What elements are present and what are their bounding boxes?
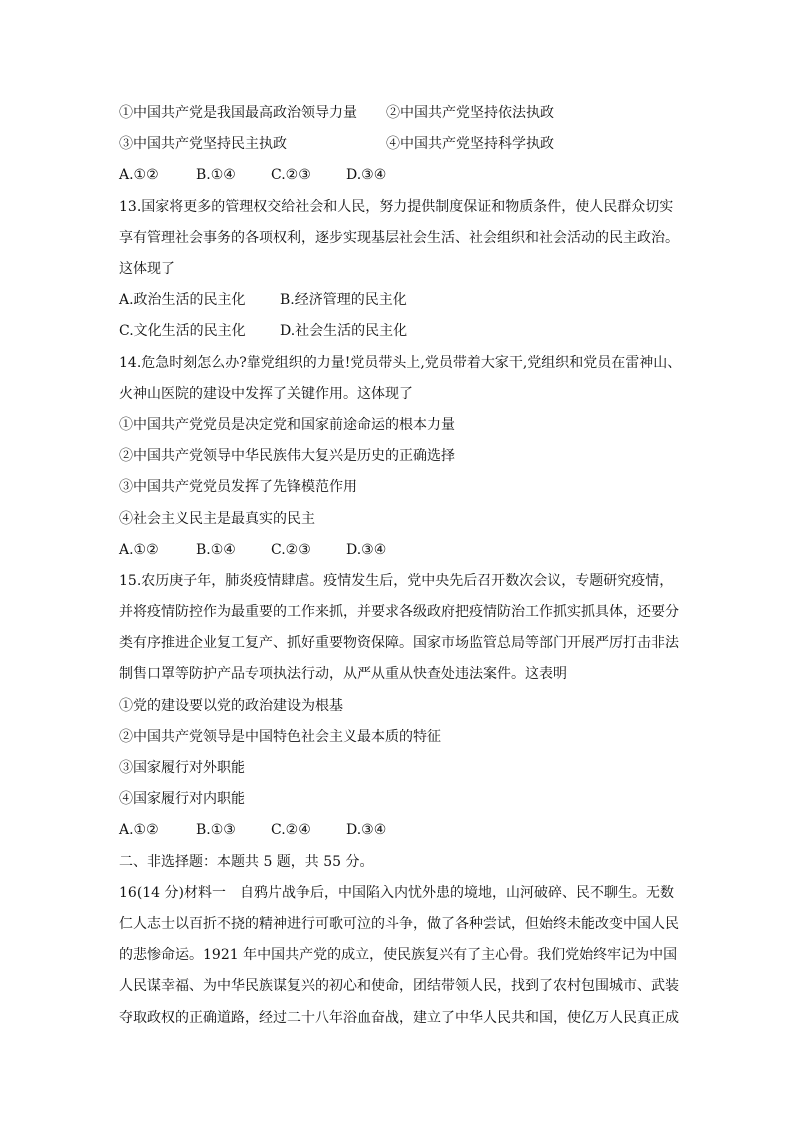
q12-option-a: A.①② [119,167,159,183]
q15-option-c: C.②④ [271,822,311,838]
q12-option-c: C.②③ [271,167,311,183]
q14-statement-1: ①中国共产党党员是决定党和国家前途命运的根本力量 [119,417,455,433]
q15-statement-2: ②中国共产党领导是中国特色社会主义最本质的特征 [119,729,441,745]
q15-stem-line-1: 15.农历庚子年，肺炎疫情肆虐。疫情发生后，党中央先后召开数次会议，专题研究疫情， [119,573,674,589]
q14-statement-3: ③中国共产党党员发挥了先锋模范作用 [119,479,357,495]
q12-option-d: D.③④ [346,167,387,183]
q15-stem-line-4: 制售口罩等防护产品专项执法行动，从严从重从快查处违法案件。这表明 [119,666,567,682]
q12-statement-3: ③中国共产党坚持民主执政 [119,136,287,152]
q15-option-d: D.③④ [346,822,387,838]
q15-statement-3: ③国家履行对外职能 [119,760,245,776]
q14-stem-line-2: 火神山医院的建设中发挥了关键作用。这体现了 [119,386,413,402]
q15-stem-line-2: 并将疫情防控作为最重要的工作来抓，并要求各级政府把疫情防治工作抓实抓具体，还要分 [119,604,679,620]
section-2-title: 二、非选择题：本题共 5 题，共 55 分。 [119,854,374,870]
q14-statement-2: ②中国共产党领导中华民族伟大复兴是历史的正确选择 [119,448,455,464]
q15-option-b: B.①③ [196,822,236,838]
q14-option-c: C.②③ [271,542,311,558]
q16-material-line-5: 夺取政权的正确道路，经过二十八年浴血奋战，建立了中华人民共和国，使亿万人民真正成 [119,1010,679,1026]
q15-statement-4: ④国家履行对内职能 [119,791,245,807]
q15-statement-1: ①党的建设要以党的政治建设为根基 [119,698,343,714]
q12-option-b: B.①④ [196,167,236,183]
q13-stem-line-2: 享有管理社会事务的各项权利，逐步实现基层社会生活、社会组织和社会活动的民主政治。 [119,230,679,246]
q15-option-a: A.①② [119,822,159,838]
q13-stem-line-1: 13.国家将更多的管理权交给社会和人民，努力提供制度保证和物质条件，使人民群众切实 [119,199,674,215]
q16-material-line-4: 人民谋幸福、为中华民族谋复兴的初心和使命，团结带领人民，找到了农村包围城市、武装 [119,978,679,994]
q14-option-b: B.①④ [196,542,236,558]
q16-material-line-3: 的悲惨命运。1921 年中国共产党的成立，使民族复兴有了主心骨。我们党始终牢记为中国 [119,947,678,963]
q14-stem-line-1: 14.危急时刻怎么办?靠党组织的力量!党员带头上,党员带着大家干,党组织和党员在雷神山、 [119,355,682,371]
q13-stem-line-3: 这体现了 [119,261,175,277]
q15-stem-line-3: 类有序推进企业复工复产、抓好重要物资保障。国家市场监管总局等部门开展严厉打击非法 [119,635,679,651]
q13-option-a: A.政治生活的民主化 [119,292,246,308]
q12-statement-1: ①中国共产党是我国最高政治领导力量 [119,105,357,121]
q13-option-c: C.文化生活的民主化 [119,323,246,339]
q14-statement-4: ④社会主义民主是最真实的民主 [119,511,315,527]
q12-statement-2: ②中国共产党坚持依法执政 [386,105,554,121]
q12-statement-4: ④中国共产党坚持科学执政 [386,136,554,152]
q16-material-line-2: 仁人志士以百折不挠的精神进行可歌可泣的斗争，做了各种尝试，但始终未能改变中国人民 [119,916,679,932]
q13-option-b: B.经济管理的民主化 [280,292,407,308]
q13-option-d: D.社会生活的民主化 [280,323,408,339]
q14-option-d: D.③④ [346,542,387,558]
q14-option-a: A.①② [119,542,159,558]
q16-material-line-1: 16(14 分)材料一 自鸦片战争后，中国陷入内忧外患的境地，山河破碎、民不聊生。无数 [119,885,675,901]
